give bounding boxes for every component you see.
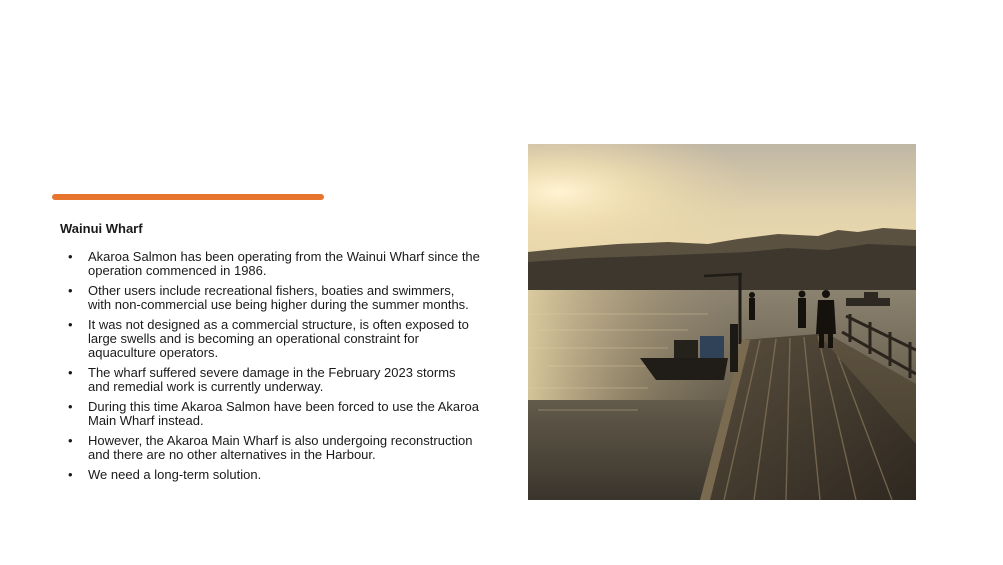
bullet-list [60, 250, 480, 488]
bullet-item: • However, the Akaroa Main Wharf is also undergoing reconstruction and there are no other alternatives in the Harbour. [60, 434, 480, 462]
bullet-item: • It was not designed as a commercial structure, is often exposed to large swells and is becoming an operational constraint for aquaculture operators. [60, 318, 480, 360]
bullet-item: • The wharf suffered severe damage in the February 2023 storms and remedial work is currently underway. [60, 366, 480, 394]
orange-accent-line [52, 194, 324, 200]
bullet-item: • Akaroa Salmon has been operating from the Wainui Wharf since the operation commenced in 1986. [60, 250, 480, 278]
bullet-item: • Other users include recreational fishers, boaties and swimmers, with non-commercial use being higher during the summer months. [60, 284, 480, 312]
bullet-item: • During this time Akaroa Salmon have been forced to use the Akaroa Main Wharf instead. [60, 400, 480, 428]
slide-heading: Wainui Wharf [60, 221, 143, 236]
wharf-at-sunset-photo [528, 144, 916, 500]
bullet-item: • We need a long-term solution. [60, 468, 480, 482]
